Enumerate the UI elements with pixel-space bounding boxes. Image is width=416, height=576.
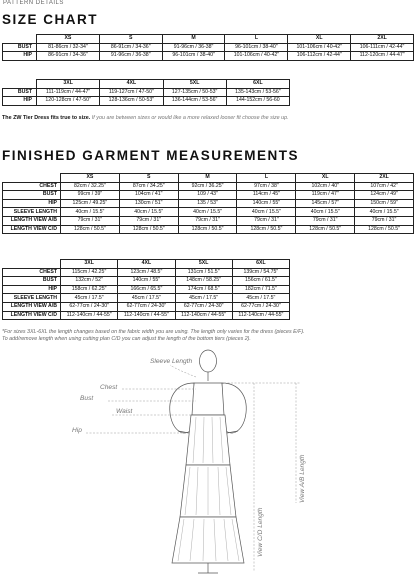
row-label: LENGTH VIEW C/D: [3, 311, 61, 320]
column-header: 5XL: [175, 260, 232, 269]
table-row: [3, 216, 414, 225]
row-label: HIP: [3, 285, 61, 294]
column-header: 6XL: [226, 80, 289, 89]
fit-note: [2, 115, 289, 121]
table-cell: 62-77cm / 24-30": [175, 302, 232, 311]
column-header: XS: [61, 174, 120, 183]
table-cell: 128cm / 50.5": [178, 225, 237, 234]
row-label: LENGTH VIEW C/D: [3, 225, 61, 234]
size-chart-table-1: [2, 34, 414, 61]
table-cell: 109 / 43": [178, 191, 237, 200]
table-row: [3, 268, 290, 277]
table-cell: 145cm / 57": [296, 199, 355, 208]
table-row: [3, 191, 414, 200]
table-cell: 111-119cm / 44-47": [37, 88, 100, 97]
finished-table-2: [2, 259, 290, 320]
table-row: [3, 225, 414, 234]
size-chart-table-2: [2, 79, 290, 106]
column-header: 3XL: [61, 260, 118, 269]
table-cell: 107cm / 42": [355, 182, 414, 191]
table-cell: 125cm / 49.25": [61, 199, 120, 208]
length-note: [2, 329, 414, 343]
table-cell: 112-140cm / 44-55": [118, 311, 175, 320]
table-cell: 40cm / 15.5": [237, 208, 296, 217]
table-row: [3, 294, 290, 303]
row-label: SLEEVE LENGTH: [3, 208, 61, 217]
column-header: M: [178, 174, 237, 183]
row-label: BUST: [3, 88, 37, 97]
column-header: 5XL: [163, 80, 226, 89]
table-cell: 140cm / 55": [118, 277, 175, 286]
row-label: LENGTH VIEW A/B: [3, 216, 61, 225]
table-cell: 104cm / 41": [119, 191, 178, 200]
table-cell: 79cm / 31": [61, 216, 120, 225]
label-view-ab-length: View A/B Length: [299, 454, 306, 503]
table-row: [3, 88, 290, 97]
table-cell: 128cm / 50.5": [61, 225, 120, 234]
column-header: M: [162, 35, 225, 44]
column-header: XL: [296, 174, 355, 183]
table-cell: 96-101cm / 38-40": [162, 52, 225, 61]
table-cell: 79cm / 31": [119, 216, 178, 225]
table-cell: 96-101cm / 38-40": [225, 43, 288, 52]
table-cell: 40cm / 15.5": [296, 208, 355, 217]
table-cell: 135 / 53": [178, 199, 237, 208]
table-cell: 79cm / 31": [237, 216, 296, 225]
table-cell: 92cm / 36.25": [178, 182, 237, 191]
column-header: 4XL: [118, 260, 175, 269]
table-cell: 166cm / 65.5": [118, 285, 175, 294]
table-cell: 128cm / 50.5": [355, 225, 414, 234]
length-note-line-1: *For sizes 3XL-6XL the length changes based on the fabric width you are using. The length only varies for the dress (pieces E/F).: [2, 329, 305, 335]
table-cell: 91-96cm / 36-38": [99, 52, 162, 61]
table-cell: 79cm / 31": [355, 216, 414, 225]
label-view-cd-length: View C/D Length: [257, 507, 264, 557]
column-header: S: [99, 35, 162, 44]
table-cell: 62-77cm / 24-30": [61, 302, 118, 311]
table-row: [3, 277, 290, 286]
row-label: LENGTH VIEW A/B: [3, 302, 61, 311]
table-cell: 139cm / 54.75": [232, 268, 289, 277]
table-cell: 86-91cm / 34-36": [37, 52, 100, 61]
table-cell: 40cm / 15.5": [355, 208, 414, 217]
table-header-row: [3, 35, 414, 44]
label-chest: Chest: [100, 384, 118, 391]
table-cell: 101-106cm / 40-42": [225, 52, 288, 61]
row-label: CHEST: [3, 268, 61, 277]
table-cell: 101-106cm / 40-42": [288, 43, 351, 52]
table-cell: 81-86cm / 32-34": [37, 43, 100, 52]
column-header: 3XL: [37, 80, 100, 89]
table-cell: 102cm / 40": [296, 182, 355, 191]
corner-cell: [3, 260, 61, 269]
table-cell: 112-140cm / 44-55": [175, 311, 232, 320]
fit-note-italic: If you are between sizes or would like a more relaxed looser fit choose the size up.: [91, 115, 289, 121]
sleeve-length-line: [170, 365, 196, 377]
table-cell: 131cm / 51.5": [175, 268, 232, 277]
table-header-row: [3, 174, 414, 183]
table-cell: 45cm / 17.5": [175, 294, 232, 303]
table-cell: 144-152cm / 56-60: [226, 97, 289, 106]
row-label: CHEST: [3, 182, 61, 191]
table-header-row: [3, 80, 290, 89]
column-header: 2XL: [351, 35, 414, 44]
table-cell: 124cm / 49": [355, 191, 414, 200]
table-cell: 87cm / 34.25": [119, 182, 178, 191]
table-cell: 112-140cm / 44-55": [61, 311, 118, 320]
table-cell: 148cm / 58.25": [175, 277, 232, 286]
table-cell: 62-77cm / 24-30": [118, 302, 175, 311]
table-cell: 136-144cm / 53-56": [163, 97, 226, 106]
table-cell: 106-112cm / 42-44": [288, 52, 351, 61]
table-cell: 91-96cm / 36-38": [162, 43, 225, 52]
size-chart-title: SIZE CHART: [2, 12, 98, 27]
corner-cell: [3, 80, 37, 89]
table-cell: 115cm / 42.25": [61, 268, 118, 277]
column-header: XS: [37, 35, 100, 44]
row-label: HIP: [3, 97, 37, 106]
column-header: 4XL: [100, 80, 163, 89]
table-cell: 40cm / 15.5": [178, 208, 237, 217]
table-row: [3, 208, 414, 217]
table-cell: 112-140cm / 44-55": [232, 311, 289, 320]
row-label: BUST: [3, 43, 37, 52]
table-cell: 128-136cm / 50-53": [100, 97, 163, 106]
table-cell: 132cm / 52": [61, 277, 118, 286]
label-sleeve-length: Sleeve Length: [150, 358, 193, 365]
length-note-line-2: To add/remove length when using cutting plan C/D you can adjust the length of the bottom tiers (pieces 2).: [2, 336, 251, 343]
table-cell: 174cm / 68.5": [175, 285, 232, 294]
table-cell: 156cm / 61.5": [232, 277, 289, 286]
table-row: [3, 199, 414, 208]
table-cell: 128cm / 50.5": [119, 225, 178, 234]
table-cell: 112-120cm / 44-47": [351, 52, 414, 61]
table-header-row: [3, 260, 290, 269]
table-cell: 40cm / 15.5": [61, 208, 120, 217]
table-cell: 99cm / 39": [61, 191, 120, 200]
table-cell: 135-143cm / 53-56": [226, 88, 289, 97]
column-header: XL: [288, 35, 351, 44]
table-cell: 130cm / 51": [119, 199, 178, 208]
corner-cell: [3, 174, 61, 183]
row-label: BUST: [3, 277, 61, 286]
table-cell: 120-128cm / 47-50": [37, 97, 100, 106]
row-label: HIP: [3, 52, 37, 61]
label-hip: Hip: [72, 427, 82, 434]
corner-cell: [3, 35, 37, 44]
column-header: S: [119, 174, 178, 183]
dress-tier-3: [172, 517, 244, 563]
fit-note-bold: The ZW Tier Dress fits true to size.: [2, 115, 91, 121]
table-cell: 114cm / 45": [237, 191, 296, 200]
row-label: HIP: [3, 199, 61, 208]
table-cell: 82cm / 32.25": [61, 182, 120, 191]
table-cell: 119-127cm / 47-50": [100, 88, 163, 97]
table-cell: 127-135cm / 50-53": [163, 88, 226, 97]
table-row: [3, 311, 290, 320]
table-cell: 40cm / 15.5": [119, 208, 178, 217]
table-cell: 123cm / 48.5": [118, 268, 175, 277]
finished-table-1: [2, 173, 414, 234]
table-cell: 106-111cm / 42-44": [351, 43, 414, 52]
label-bust: Bust: [80, 395, 94, 402]
table-cell: 119cm / 47": [296, 191, 355, 200]
table-cell: 158cm / 62.25": [61, 285, 118, 294]
table-cell: 62-77cm / 24-30": [232, 302, 289, 311]
dress-tier-1: [186, 415, 230, 465]
row-label: BUST: [3, 191, 61, 200]
table-cell: 45cm / 17.5": [61, 294, 118, 303]
table-cell: 79cm / 31": [178, 216, 237, 225]
column-header: L: [237, 174, 296, 183]
dress-bodice: [191, 383, 225, 415]
table-row: [3, 97, 290, 106]
table-cell: 45cm / 17.5": [118, 294, 175, 303]
row-label: SLEEVE LENGTH: [3, 294, 61, 303]
table-cell: 45cm / 17.5": [232, 294, 289, 303]
table-row: [3, 43, 414, 52]
table-cell: 182cm / 71.5": [232, 285, 289, 294]
table-cell: 140cm / 55": [237, 199, 296, 208]
column-header: 6XL: [232, 260, 289, 269]
table-cell: 86-91cm / 34-36": [99, 43, 162, 52]
table-row: [3, 302, 290, 311]
table-row: [3, 285, 290, 294]
finished-measurements-title: FINISHED GARMENT MEASUREMENTS: [2, 148, 300, 163]
column-header: L: [225, 35, 288, 44]
table-row: [3, 52, 414, 61]
table-cell: 128cm / 50.5": [237, 225, 296, 234]
column-header: 2XL: [355, 174, 414, 183]
table-cell: 97cm / 38": [237, 182, 296, 191]
dress-measurement-diagram: [0, 345, 416, 576]
table-cell: 128cm / 50.5": [296, 225, 355, 234]
table-cell: 150cm / 59": [355, 199, 414, 208]
table-cell: 79cm / 31": [296, 216, 355, 225]
section-header: PATTERN DETAILS: [3, 0, 64, 6]
table-row: [3, 182, 414, 191]
mannequin-head: [200, 350, 217, 372]
label-waist: Waist: [116, 408, 133, 415]
